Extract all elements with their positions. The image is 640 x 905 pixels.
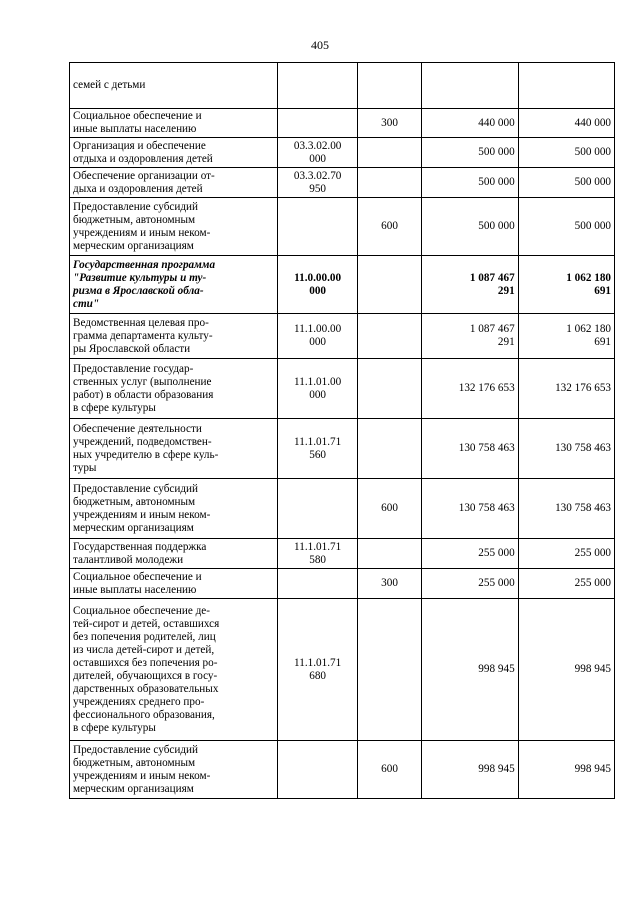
row-name-text: Обеспечение деятельности учреждений, подведомствен- ных учредителю в сфере куль- туры: [73, 422, 219, 474]
row-amount-2025-cell: [422, 314, 518, 359]
row-code-text: 03.3.02.00 000: [293, 139, 342, 165]
row-code-text: 11.1.00.00 000: [294, 323, 342, 348]
row-code-cell: [278, 198, 357, 256]
row-amount-2026-cell: [518, 569, 614, 599]
row-amount-2025-text: 255 000: [478, 577, 515, 589]
row-name-cell: [70, 256, 278, 314]
table-row: [70, 256, 615, 314]
row-expense-type-cell: [357, 63, 422, 109]
table-row: [70, 539, 615, 569]
budget-table-body: [70, 63, 615, 799]
row-amount-2025-cell: [422, 569, 518, 599]
row-code-cell: [278, 539, 357, 569]
row-amount-2025-cell: [422, 599, 518, 741]
row-amount-2026-cell: [518, 479, 614, 539]
table-row: [70, 419, 615, 479]
row-code-cell: [278, 599, 357, 741]
row-amount-2025-text: 1 087 467 291: [469, 271, 515, 297]
row-expense-type-text: 600: [381, 502, 398, 514]
row-amount-2025-text: 500 000: [478, 146, 515, 158]
row-name-cell: [70, 479, 278, 539]
row-name-cell: [70, 198, 278, 256]
row-amount-2026-text: 132 176 653: [555, 382, 611, 394]
row-amount-2025-cell: [422, 138, 518, 168]
row-name-cell: [70, 569, 278, 599]
row-expense-type-cell: [357, 359, 422, 419]
row-code-cell: [278, 256, 357, 314]
row-amount-2026-text: 500 000: [574, 176, 611, 188]
table-row: [70, 198, 615, 256]
row-amount-2025-text: 1 087 467 291: [469, 323, 515, 348]
row-expense-type-cell: [357, 314, 422, 359]
row-name-text: Ведомственная целевая про- грамма департамента культу- ры Ярославской области: [73, 316, 213, 355]
row-code-text: 11.0.00.00 000: [294, 271, 342, 297]
row-amount-2025-cell: [422, 419, 518, 479]
row-name-cell: [70, 109, 278, 138]
row-expense-type-cell: [357, 741, 422, 799]
row-amount-2026-cell: [518, 314, 614, 359]
row-amount-2025-text: 255 000: [478, 547, 515, 559]
row-name-text: Социальное обеспечение и иные выплаты населению: [73, 570, 202, 596]
row-name-text: Предоставление субсидий бюджетным, автономным учреждениям и иным неком- мерческим организациям: [73, 743, 211, 795]
row-name-text: Государственная поддержка талантливой молодежи: [73, 540, 207, 566]
row-amount-2025-cell: [422, 479, 518, 539]
row-amount-2026-text: 500 000: [574, 146, 611, 158]
table-row: [70, 109, 615, 138]
row-amount-2025-cell: [422, 359, 518, 419]
row-amount-2025-cell: [422, 741, 518, 799]
row-code-text: 11.1.01.00 000: [294, 375, 342, 401]
row-name-cell: [70, 741, 278, 799]
budget-table: [69, 62, 615, 799]
table-row: [70, 741, 615, 799]
row-expense-type-text: 300: [381, 577, 398, 589]
row-name-cell: [70, 168, 278, 198]
row-amount-2025-cell: [422, 539, 518, 569]
row-name-text: Социальное обеспечение и иные выплаты населению: [73, 110, 202, 135]
row-amount-2025-text: 130 758 463: [458, 502, 515, 514]
row-amount-2026-cell: [518, 419, 614, 479]
row-amount-2026-cell: [518, 198, 614, 256]
table-row: [70, 63, 615, 109]
row-amount-2026-cell: [518, 63, 614, 109]
row-amount-2026-cell: [518, 109, 614, 138]
row-expense-type-cell: [357, 109, 422, 138]
row-expense-type-cell: [357, 168, 422, 198]
row-code-text: 11.1.01.71 560: [294, 435, 342, 461]
row-amount-2025-cell: [422, 63, 518, 109]
row-amount-2025-text: 130 758 463: [458, 442, 515, 454]
row-name-text: Организация и обеспечение отдыха и оздоровления детей: [73, 139, 213, 165]
row-code-text: 11.1.01.71 580: [294, 540, 342, 566]
row-amount-2025-text: 500 000: [478, 176, 515, 188]
row-expense-type-cell: [357, 256, 422, 314]
row-code-text: 11.1.01.71 680: [294, 656, 342, 682]
row-amount-2026-cell: [518, 256, 614, 314]
row-amount-2026-text: 998 945: [574, 663, 611, 675]
row-name-cell: [70, 539, 278, 569]
row-code-cell: [278, 314, 357, 359]
row-expense-type-cell: [357, 138, 422, 168]
row-code-cell: [278, 741, 357, 799]
row-code-cell: [278, 109, 357, 138]
row-code-cell: [278, 138, 357, 168]
row-name-text: Социальное обеспечение де- тей-сирот и детей, оставшихся без попечения родителей, лиц из числа детей-сирот и детей, оставшихся без попечения ро- дителей, обучающихся в госу- дарственных образовательных учреждениях среднего про- фессионального образования, в сфере культуры: [73, 604, 220, 734]
table-row: [70, 314, 615, 359]
row-name-cell: [70, 138, 278, 168]
row-amount-2026-text: 1 062 180 691: [566, 271, 611, 297]
row-expense-type-cell: [357, 479, 422, 539]
row-name-text: Предоставление государ- ственных услуг (выполнение работ) в области образования в сфере культуры: [73, 362, 214, 414]
row-amount-2026-cell: [518, 168, 614, 198]
page-number: 405: [311, 38, 329, 52]
row-name-cell: [70, 599, 278, 741]
row-expense-type-cell: [357, 569, 422, 599]
row-name-text: семей с детьми: [73, 79, 146, 91]
row-amount-2026-text: 998 945: [574, 763, 611, 775]
table-row: [70, 359, 615, 419]
row-expense-type-text: 600: [381, 220, 398, 232]
row-code-cell: [278, 569, 357, 599]
row-amount-2026-cell: [518, 359, 614, 419]
row-amount-2025-text: 132 176 653: [458, 382, 515, 394]
row-name-text: Обеспечение организации от- дыха и оздоровления детей: [73, 169, 215, 195]
row-name-cell: [70, 359, 278, 419]
row-amount-2026-text: 255 000: [574, 577, 611, 589]
row-amount-2025-cell: [422, 256, 518, 314]
row-code-cell: [278, 359, 357, 419]
row-expense-type-text: 600: [381, 763, 398, 775]
row-amount-2026-text: 440 000: [574, 116, 611, 129]
row-amount-2026-text: 255 000: [574, 547, 611, 559]
table-row: [70, 599, 615, 741]
table-row: [70, 138, 615, 168]
row-name-text: Предоставление субсидий бюджетным, автономным учреждениям и иным неком- мерческим организациям: [73, 200, 211, 252]
table-row: [70, 168, 615, 198]
row-amount-2026-cell: [518, 741, 614, 799]
row-code-cell: [278, 168, 357, 198]
row-amount-2025-cell: [422, 109, 518, 138]
row-code-cell: [278, 419, 357, 479]
row-amount-2026-cell: [518, 599, 614, 741]
row-expense-type-text: 300: [381, 116, 398, 129]
row-amount-2026-cell: [518, 539, 614, 569]
row-amount-2026-text: 1 062 180 691: [566, 323, 611, 348]
row-expense-type-cell: [357, 539, 422, 569]
row-amount-2025-text: 998 945: [478, 663, 515, 675]
row-amount-2026-cell: [518, 138, 614, 168]
row-name-cell: [70, 314, 278, 359]
row-expense-type-cell: [357, 599, 422, 741]
row-amount-2026-text: 130 758 463: [555, 442, 611, 454]
row-amount-2025-cell: [422, 198, 518, 256]
table-row: [70, 479, 615, 539]
row-amount-2025-text: 500 000: [478, 220, 515, 232]
row-amount-2025-text: 998 945: [478, 763, 515, 775]
row-name-text: Предоставление субсидий бюджетным, автономным учреждениям и иным неком- мерческим организациям: [73, 482, 211, 534]
row-amount-2025-cell: [422, 168, 518, 198]
row-code-cell: [278, 63, 357, 109]
row-expense-type-cell: [357, 419, 422, 479]
row-amount-2026-text: 130 758 463: [555, 502, 611, 514]
row-name-cell: [70, 63, 278, 109]
row-expense-type-cell: [357, 198, 422, 256]
row-name-text: Государственная программа "Развитие культуры и ту- ризма в Ярославской обла- сти": [73, 258, 216, 310]
row-amount-2026-text: 500 000: [574, 220, 611, 232]
row-name-cell: [70, 419, 278, 479]
table-row: [70, 569, 615, 599]
row-amount-2025-text: 440 000: [478, 116, 515, 129]
row-code-cell: [278, 479, 357, 539]
row-code-text: 03.3.02.70 950: [293, 169, 342, 195]
